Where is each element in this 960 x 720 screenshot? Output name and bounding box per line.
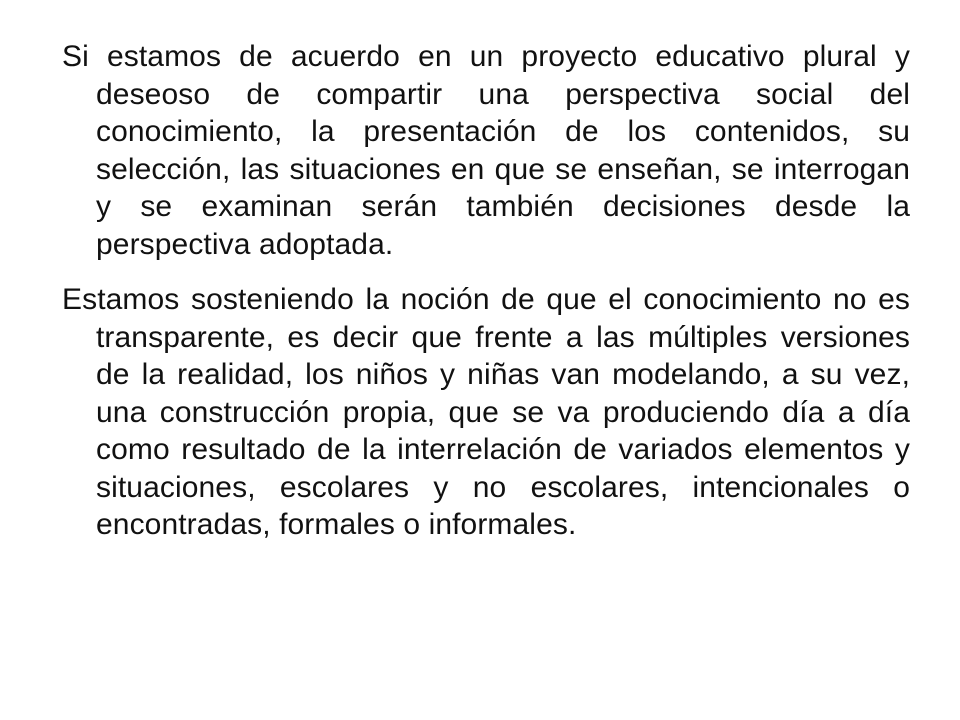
slide-body [62,38,910,562]
paragraph-1: Si estamos de acuerdo en un proyecto educativo plural y deseoso de compartir una perspectiva social del conocimiento, la presentación de los contenidos, su selección, las situaciones en que se enseñan, se interrogan y se examinan serán también decisiones desde la perspectiva adoptada. [62,40,910,261]
paragraph-2: Estamos sosteniendo la noción de que el conocimiento no es transparente, es decir que frente a las múltiples versiones de la realidad, los niños y niñas van modelando, a su vez, una construcción propia, que se va produciendo día a día como resultado de la interrelación de variados elementos y situaciones, escolares y no escolares, intencionales o encontradas, formales o informales. [62,283,910,541]
